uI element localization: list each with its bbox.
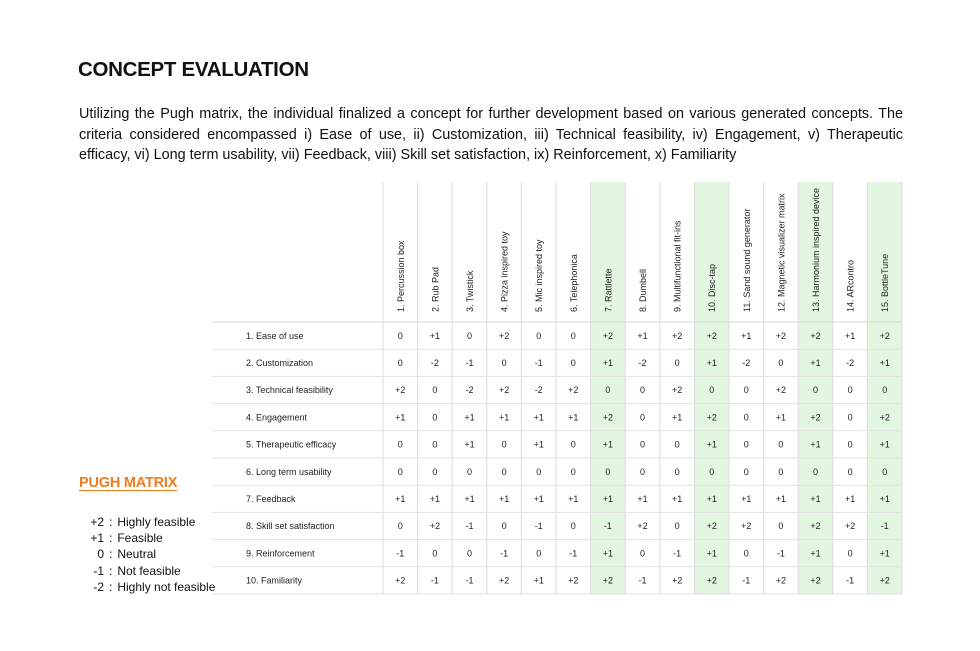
matrix-cell: +2 — [429, 521, 441, 532]
matrix-cell: 0 — [778, 358, 784, 368]
matrix-cell: 0 — [432, 412, 438, 423]
matrix-cell: -1 — [465, 358, 474, 368]
matrix-cell: -1 — [742, 575, 751, 586]
concept-header: 2. Rub Pad — [430, 266, 441, 312]
matrix-cell: -2 — [465, 385, 474, 396]
concept-header: 15. BottleTune — [880, 253, 891, 312]
pugh-matrix-heading: PUGH MATRIX — [79, 475, 178, 491]
matrix-cell: +2 — [671, 575, 683, 586]
matrix-cell: +2 — [775, 330, 787, 341]
criterion-label: 1. Ease of use — [246, 330, 304, 341]
matrix-cell: 0 — [397, 358, 403, 368]
concept-header: 6. Telephonica — [568, 254, 579, 312]
matrix-cell: 0 — [501, 521, 507, 532]
matrix-cell: 0 — [570, 330, 576, 341]
matrix-cell: +1 — [602, 358, 614, 368]
matrix-cell: 0 — [674, 439, 680, 450]
legend-key: +1 — [90, 531, 104, 546]
matrix-cell: 0 — [397, 466, 403, 477]
matrix-cell: +1 — [671, 494, 683, 504]
matrix-cell: +1 — [810, 494, 821, 504]
matrix-cell: +1 — [498, 412, 510, 423]
matrix-cell: -1 — [534, 358, 543, 368]
matrix-cell: 0 — [778, 439, 784, 450]
legend-label: Highly feasible — [117, 515, 196, 529]
matrix-cell: +2 — [879, 412, 890, 423]
matrix-cell: +2 — [498, 575, 510, 586]
matrix-cell: +1 — [395, 412, 406, 423]
matrix-cell: -1 — [465, 575, 474, 586]
criterion-label: 3. Technical feasibility — [246, 385, 333, 396]
legend-item: 0 : Neutral — [79, 546, 215, 562]
matrix-cell: +2 — [568, 575, 579, 586]
matrix-cell: +2 — [602, 575, 614, 586]
matrix-cell: +2 — [395, 385, 406, 396]
matrix-cell: +2 — [602, 412, 614, 423]
matrix-cell: +1 — [533, 412, 544, 423]
matrix-cell: +2 — [498, 330, 510, 341]
matrix-cell: 0 — [778, 466, 784, 477]
matrix-cell: +1 — [533, 439, 544, 450]
matrix-cell: -1 — [638, 575, 647, 586]
intro-paragraph: Utilizing the Pugh matrix, the individual finalized a concept for further development based on various generated concepts. The criteria considered encompassed i) Ease of use, ii) Customization, iii) Technical feasibility, iv) Engagement, v) Therapeutic efficacy, vi) Long term usability, vii) Feedback, viii) Skill set satisfaction, ix) Reinforcement, x) Familiarity — [79, 106, 903, 163]
matrix-cell: +2 — [706, 521, 717, 532]
matrix-cell: 0 — [397, 439, 403, 450]
matrix-cell: +2 — [568, 385, 579, 396]
matrix-cell: 0 — [570, 358, 576, 368]
matrix-cell: -1 — [396, 548, 405, 559]
matrix-cell: 0 — [466, 330, 473, 341]
matrix-cell: +2 — [706, 412, 717, 423]
matrix-cell: 0 — [605, 385, 611, 396]
criterion-label: 9. Reinforcement — [246, 548, 315, 559]
matrix-cell: 0 — [397, 521, 403, 532]
matrix-cell: +1 — [741, 330, 752, 341]
matrix-cell: 0 — [466, 548, 473, 559]
matrix-cell: 0 — [743, 385, 749, 396]
matrix-cell: 0 — [847, 548, 853, 559]
matrix-cell: +1 — [464, 412, 475, 423]
criterion-label: 7. Feedback — [246, 494, 296, 504]
matrix-cell: 0 — [847, 466, 853, 477]
matrix-cell: 0 — [639, 385, 646, 396]
matrix-cell: 0 — [882, 466, 888, 477]
criterion-label: 10. Familiarity — [246, 575, 303, 586]
matrix-cell: -1 — [500, 548, 509, 559]
matrix-cell: -1 — [776, 548, 785, 559]
matrix-cell: +1 — [810, 548, 821, 559]
matrix-cell: +1 — [879, 494, 890, 504]
matrix-cell: +1 — [844, 494, 856, 504]
legend-key: -2 — [93, 579, 104, 594]
matrix-cell: +1 — [879, 439, 890, 450]
matrix-cell: 0 — [639, 466, 646, 477]
matrix-cell: 0 — [812, 385, 819, 396]
matrix-cell: -2 — [846, 358, 855, 368]
criterion-label: 2. Customization — [246, 358, 314, 368]
matrix-cell: +2 — [775, 575, 787, 586]
concept-header: 4. Pizza inspired toy — [499, 231, 510, 312]
matrix-cell: +1 — [395, 494, 406, 504]
matrix-cell: 0 — [536, 330, 542, 341]
criterion-label: 5. Therapeutic efficacy — [246, 439, 337, 450]
matrix-cell: 0 — [882, 385, 888, 396]
matrix-cell: +1 — [810, 358, 821, 368]
matrix-cell: 0 — [639, 412, 646, 423]
matrix-cell: +1 — [706, 548, 717, 559]
legend-label: Feasible — [117, 531, 163, 546]
matrix-cell: +1 — [775, 412, 787, 423]
matrix-cell: +2 — [706, 330, 717, 341]
matrix-cell: +1 — [775, 494, 787, 504]
matrix-cell: 0 — [397, 330, 403, 341]
legend-key: +2 — [90, 515, 104, 529]
concept-header: 9. Multifunctional fit-ins — [672, 220, 683, 312]
concept-header: 3. Twistick — [465, 270, 475, 312]
matrix-cell: +2 — [810, 412, 821, 423]
matrix-cell: 0 — [743, 548, 749, 559]
matrix-cell: -2 — [742, 358, 751, 368]
matrix-cell: 0 — [501, 466, 507, 477]
matrix-cell: +1 — [706, 358, 717, 368]
legend-key: 0 — [97, 547, 104, 562]
criterion-label: 6. Long term usability — [246, 466, 332, 477]
matrix-cell: -2 — [534, 385, 543, 396]
matrix-cell: +2 — [498, 385, 510, 396]
matrix-cell: 0 — [639, 548, 646, 559]
page-title: CONCEPT EVALUATION — [78, 58, 309, 81]
matrix-cell: +1 — [706, 439, 717, 450]
matrix-cell: -1 — [603, 521, 612, 532]
legend-label: Not feasible — [117, 563, 181, 578]
legend-item: +2 : Highly feasible — [79, 514, 215, 530]
concept-header: 5. Mic inspired toy — [534, 239, 545, 312]
matrix-cell: +1 — [464, 439, 475, 450]
matrix-cell: +1 — [533, 575, 544, 586]
concept-header: 1. Percussion box — [395, 240, 406, 312]
criterion-label: 4. Engagement — [246, 412, 308, 423]
criterion-label: 8. Skill set satisfaction — [246, 521, 335, 532]
matrix-cell: +1 — [429, 494, 441, 504]
matrix-cell: +2 — [741, 521, 752, 532]
matrix-cell: +1 — [844, 330, 856, 341]
matrix-cell: 0 — [743, 412, 749, 423]
matrix-cell: 0 — [812, 466, 819, 477]
matrix-cell: 0 — [501, 358, 507, 368]
matrix-cell: -1 — [534, 521, 543, 532]
matrix-cell: +2 — [395, 575, 406, 586]
matrix-cell: 0 — [432, 466, 438, 477]
legend-key: -1 — [93, 563, 104, 578]
matrix-cell: +1 — [741, 494, 752, 504]
matrix-cell: 0 — [570, 466, 576, 477]
matrix-cell: +2 — [775, 385, 787, 396]
matrix-cell: +1 — [568, 494, 579, 504]
matrix-cell: 0 — [501, 439, 507, 450]
matrix-cell: -1 — [846, 575, 855, 586]
matrix-cell: +2 — [637, 521, 648, 532]
matrix-cell: 0 — [639, 439, 646, 450]
matrix-cell: +2 — [810, 521, 821, 532]
matrix-cell: 0 — [605, 466, 611, 477]
matrix-cell: +1 — [602, 439, 614, 450]
matrix-cell: 0 — [432, 548, 438, 559]
matrix-cell: -1 — [569, 548, 578, 559]
matrix-cell: 0 — [674, 358, 680, 368]
matrix-cell: 0 — [778, 521, 784, 532]
matrix-cell: +1 — [879, 358, 890, 368]
matrix-cell: -2 — [638, 358, 647, 368]
matrix-cell: +2 — [879, 330, 890, 341]
matrix-cell: -1 — [673, 548, 682, 559]
matrix-cell: +2 — [810, 330, 821, 341]
matrix-cell: +1 — [498, 494, 510, 504]
matrix-cell: 0 — [847, 439, 853, 450]
matrix-cell: -1 — [880, 521, 889, 532]
matrix-cell: +1 — [602, 494, 614, 504]
matrix-cell: +2 — [810, 575, 821, 586]
matrix-cell: 0 — [743, 466, 749, 477]
matrix-cell: 0 — [674, 521, 680, 532]
matrix-cell: +2 — [671, 385, 683, 396]
legend-item: +1 : Feasible — [79, 530, 215, 546]
legend-item: -2 : Highly not feasible — [79, 579, 215, 595]
matrix-cell: 0 — [432, 439, 438, 450]
matrix-cell: +1 — [464, 494, 475, 504]
concept-header: 14. ARcontro — [845, 259, 856, 312]
matrix-cell: 0 — [709, 385, 715, 396]
concept-header: 8. Dumbell — [638, 268, 648, 312]
matrix-cell: +1 — [429, 330, 441, 341]
legend-label: Highly not feasible — [117, 579, 216, 594]
matrix-cell: 0 — [536, 466, 542, 477]
matrix-cell: +1 — [706, 494, 717, 504]
matrix-cell: 0 — [536, 548, 542, 559]
matrix-cell: 0 — [570, 521, 576, 532]
matrix-cell: +2 — [706, 575, 717, 586]
matrix-cell: +1 — [810, 439, 821, 450]
matrix-cell: 0 — [466, 466, 473, 477]
matrix-cell: 0 — [847, 412, 853, 423]
concept-header: 7. Rattlette — [603, 268, 614, 312]
matrix-cell: -2 — [430, 358, 439, 368]
matrix-cell: 0 — [709, 466, 715, 477]
matrix-cell: +1 — [637, 330, 648, 341]
matrix-cell: +1 — [533, 494, 544, 504]
matrix-cell: +1 — [637, 494, 648, 504]
concept-header: 12. Magnetic visualizer matrix — [776, 193, 787, 312]
matrix-cell: +1 — [602, 548, 614, 559]
matrix-cell: -1 — [430, 575, 439, 586]
matrix-cell: 0 — [674, 466, 680, 477]
legend — [79, 514, 215, 595]
matrix-cell: -1 — [465, 521, 474, 532]
concept-header: 13. Harmonium inspired device — [811, 187, 821, 312]
matrix-cell: +1 — [568, 412, 579, 423]
matrix-cell: 0 — [570, 439, 576, 450]
matrix-cell: +1 — [879, 548, 890, 559]
legend-item: -1 : Not feasible — [79, 563, 215, 579]
matrix-cell: 0 — [743, 439, 749, 450]
concept-header: 10. Disc-tap — [707, 263, 718, 312]
matrix-cell: 0 — [432, 385, 438, 396]
matrix-cell: +2 — [602, 330, 614, 341]
matrix-cell: +1 — [671, 412, 683, 423]
matrix-cell: 0 — [847, 385, 853, 396]
concept-header: 11. Sand sound generator — [741, 208, 752, 312]
legend-label: Neutral — [117, 547, 157, 562]
matrix-cell: +2 — [844, 521, 856, 532]
matrix-cell: +2 — [671, 330, 683, 341]
matrix-cell: +2 — [879, 575, 890, 586]
